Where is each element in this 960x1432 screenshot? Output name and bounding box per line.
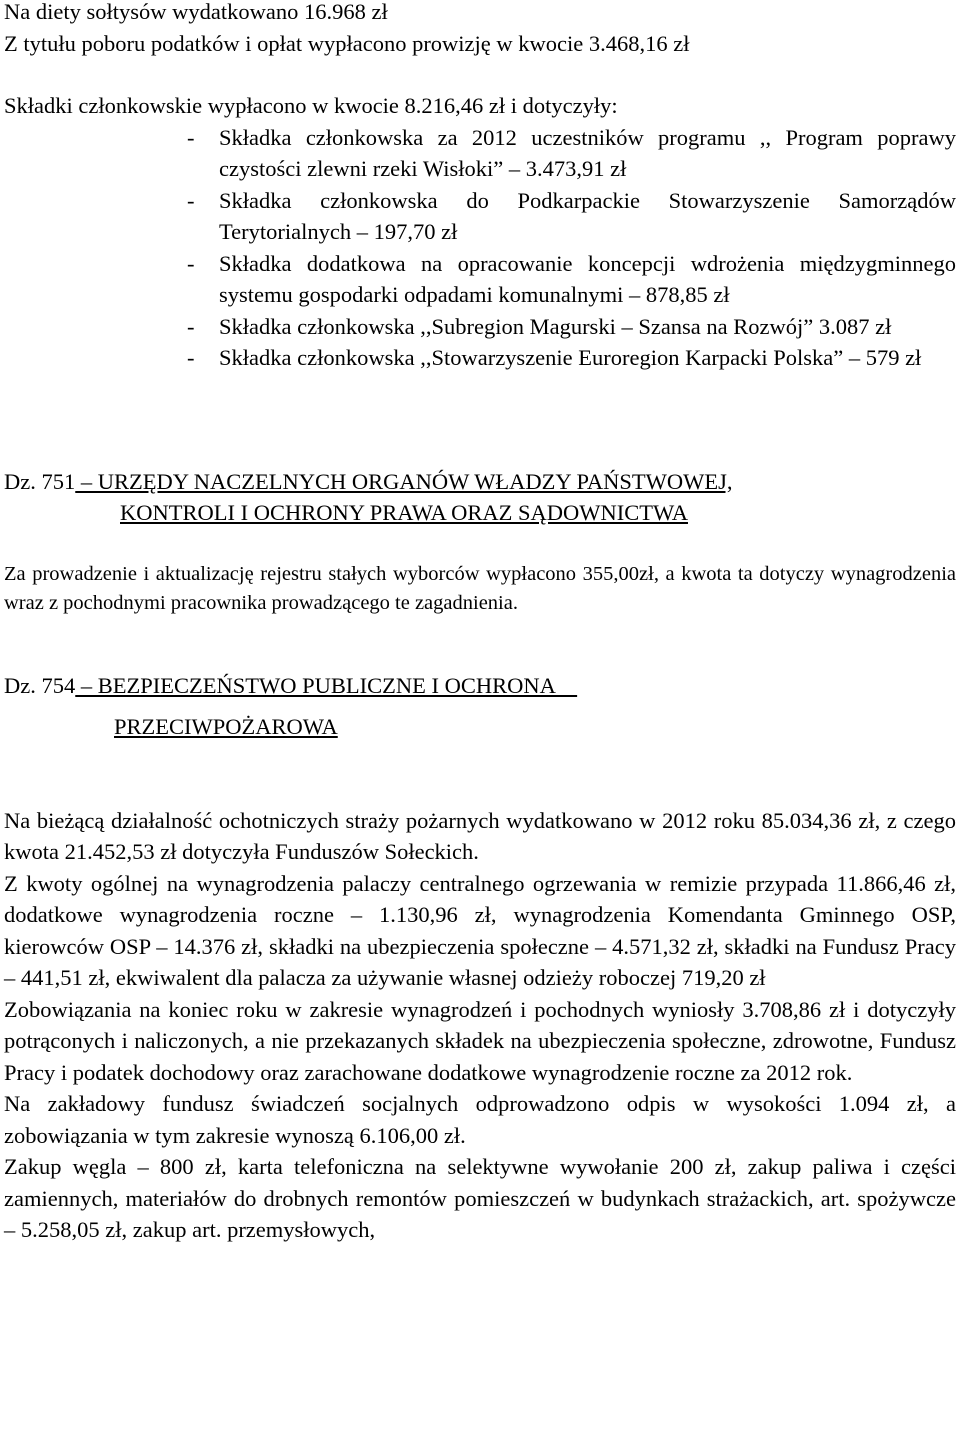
section-754-paragraph-2: Z kwoty ogólnej na wynagrodzenia palaczy centralnego ogrzewania w remizie przypada 11.866,46 zł, dodatkowe wynagrodzenia roczne – 1.130,96 zł, wynagrodzenia Komendanta Gminnego OSP, kierowców OSP – 14.376 zł, składki na ubezpieczenia społeczne – 4.571,32 zł, składki na Fundusz Pracy – 441,51 zł, ekwiwalent dla palacza za używanie własnej odzieży roboczej 719,20 zł <box>4 870 956 990</box>
intro-line-skladki: Składki członkowskie wypłacono w kwocie 8.216,46 zł i dotyczyły: <box>4 93 618 118</box>
fee-item <box>4 342 956 374</box>
fee-item-text: Składka dodatkowa na opracowanie koncepcji wdrożenia międzygminnego systemu gospodarki odpadami komunalnymi – 878,85 zł <box>219 250 956 307</box>
intro-line-sołtys: Na diety sołtysów wydatkowano 16.968 zł <box>4 0 388 24</box>
fee-item-text: Składka członkowska ,,Stowarzyszenie Euroregion Karpacki Polska” – 579 zł <box>219 345 922 370</box>
fee-item <box>4 311 956 343</box>
list-dash: - <box>187 345 195 370</box>
section-754-paragraph-4: Na zakładowy fundusz świadczeń socjalnych odprowadzono odpis w wysokości 1.094 zł, a zobowiązania w tym zakresie wynoszą 6.106,00 zł. <box>4 1091 956 1148</box>
fees-list <box>4 122 956 374</box>
section-751 <box>4 466 956 618</box>
list-dash: - <box>187 313 195 339</box>
section-754-title-part1: – BEZPIECZEŃSTWO PUBLICZNE I OCHRONA <box>75 672 578 698</box>
section-754-paragraph-1: Na bieżącą działalność ochotniczych straży pożarnych wydatkowano w 2012 roku 85.034,36 zł, z czego kwota 21.452,53 zł dotyczyła Funduszów Sołeckich. <box>4 807 956 864</box>
section-754-paragraph-3: Zobowiązania na koniec roku w zakresie wynagrodzeń i pochodnych wyniosły 3.708,86 zł i dotyczyły potrąconych i naliczonych, a nie przekazanych składek na ubezpieczenia społeczne, zdrowotne, Fundusz Pracy i podatek dochodowy oraz zarachowane dodatkowe wynagrodzenie roczne za 2012 rok. <box>4 996 956 1085</box>
intro-line-prowizja: Z tytułu poboru podatków i opłat wypłacono prowizję w kwocie 3.468,16 zł <box>4 30 690 56</box>
section-754 <box>4 670 956 1246</box>
section-751-heading-line2: KONTROLI I OCHRONY PRAWA ORAZ SĄDOWNICTWA <box>120 500 688 525</box>
section-754-paragraph-5: Zakup węgla – 800 zł, karta telefoniczna na selektywne wywołanie 200 zł, zakup paliwa i części zamiennych, materiałów do drobnych remontów pomieszczeń w budynkach strażackich, art. spożywcze – 5.258,05 zł, zakup art. przemysłowych, <box>4 1154 956 1242</box>
section-751-title-part1: – URZĘDY NACZELNYCH ORGANÓW WŁADZY PAŃSTWOWEJ, <box>75 468 733 494</box>
section-751-heading-line1 <box>4 466 956 498</box>
section-751-prefix: Dz. 751 <box>4 468 76 494</box>
list-dash: - <box>187 124 195 150</box>
fee-item-text: Składka członkowska do Podkarpackie Stowarzyszenie Samorządów Terytorialnych – 197,70 zł <box>219 187 956 244</box>
section-754-prefix: Dz. 754 <box>4 672 76 698</box>
section-751-body: Za prowadzenie i aktualizację rejestru stałych wyborców wypłacono 355,00zł, a kwota ta dotyczy wynagrodzenia wraz z pochodnymi pracownika prowadzącego te zagadnienia. <box>4 562 956 614</box>
section-754-heading-line2: PRZECIWPOŻAROWA <box>114 714 338 739</box>
fee-item <box>4 122 956 185</box>
list-dash: - <box>187 187 195 213</box>
fee-item <box>4 185 956 248</box>
list-dash: - <box>187 250 195 276</box>
fee-item-text: Składka członkowska za 2012 uczestników programu ,, Program poprawy czystości zlewni rzeki Wisłoki” – 3.473,91 zł <box>219 124 956 181</box>
fee-item-text: Składka członkowska ,,Subregion Magurski – Szansa na Rozwój” 3.087 zł <box>219 313 892 339</box>
fee-item <box>4 248 956 311</box>
section-754-heading-line1 <box>4 670 956 702</box>
